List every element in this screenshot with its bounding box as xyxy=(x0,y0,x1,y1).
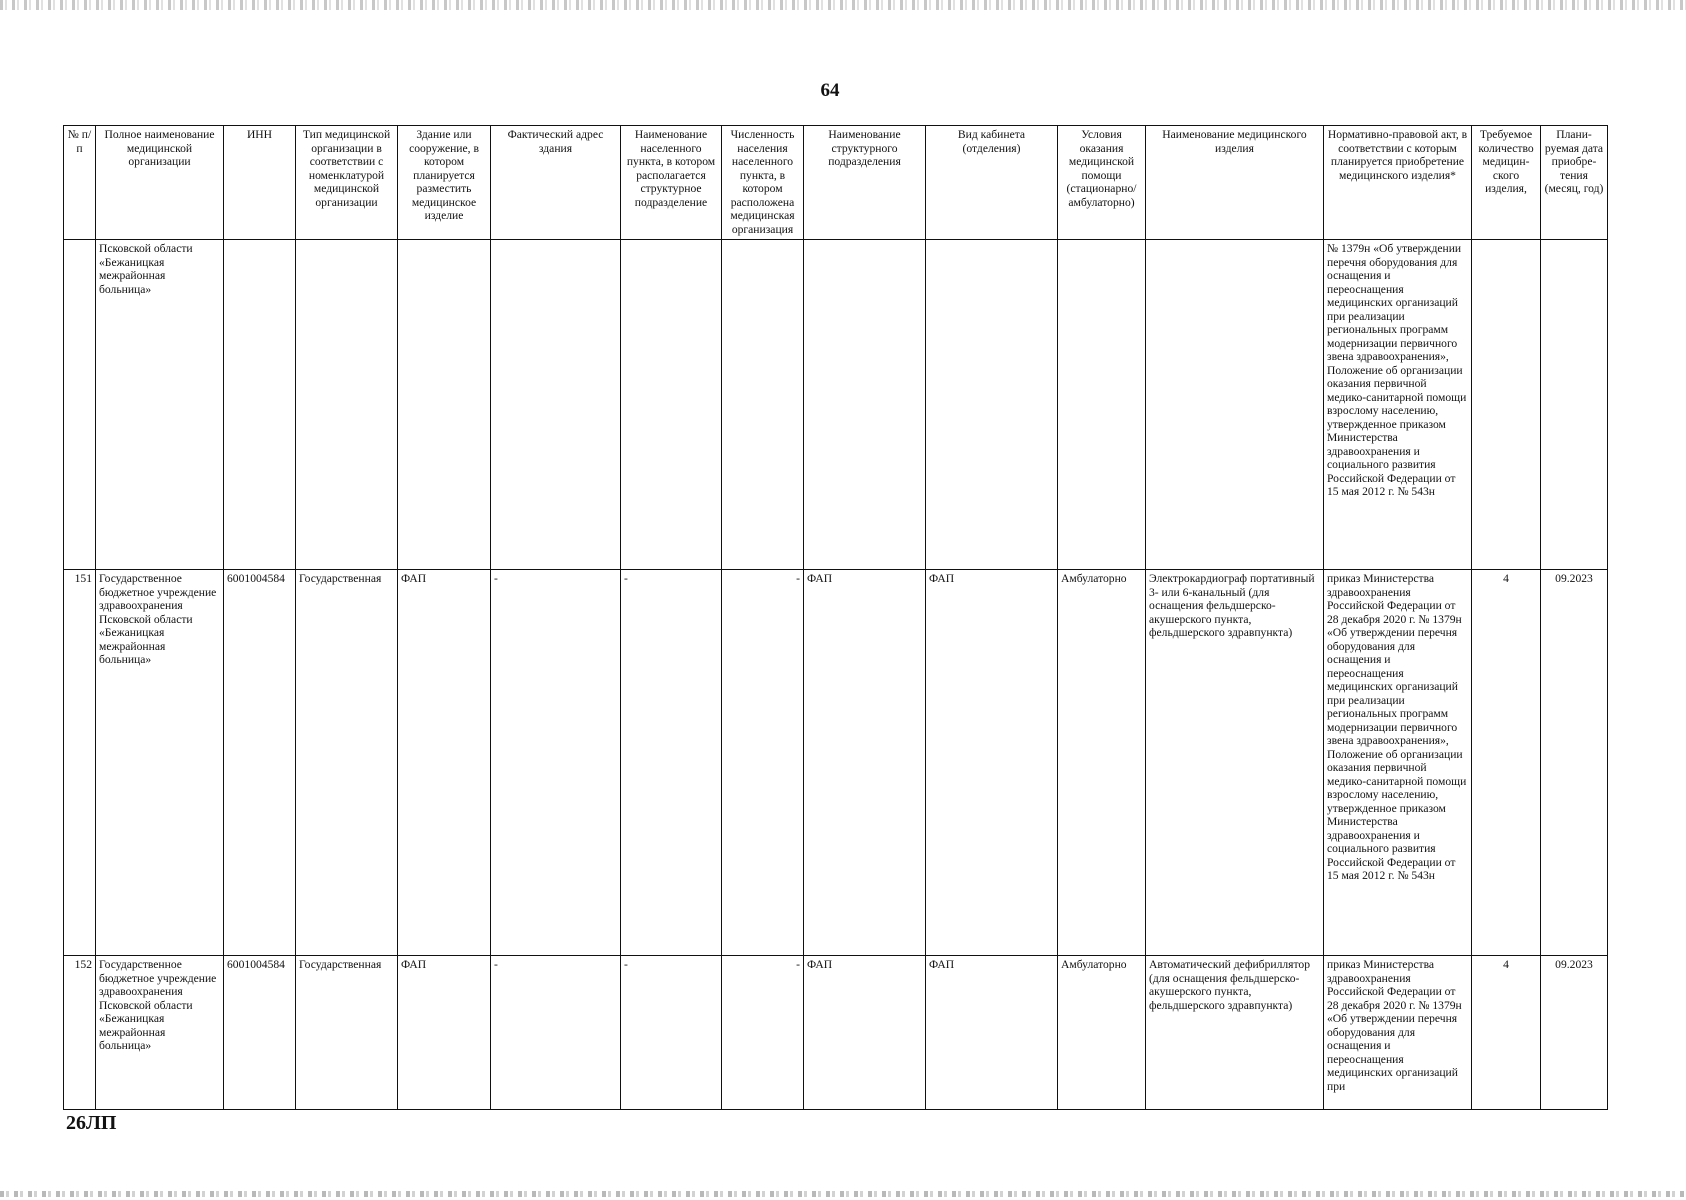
cell-org-type: Государственная xyxy=(296,570,398,956)
cell-cabinet: ФАП xyxy=(926,956,1058,1110)
cell-settlement: - xyxy=(621,956,722,1110)
page-number: 64 xyxy=(820,80,840,101)
cell-device: Электрокардиограф портативный 3- или 6-канальный (для оснащения фельдшерско-акушерского пункта, фельдшерского здравпункта) xyxy=(1146,570,1324,956)
cell-device: Автоматический дефибриллятор (для оснащения фельдшерско-акушерского пункта, фельдшерского здравпункта) xyxy=(1146,956,1324,1110)
cell-cabinet: ФАП xyxy=(926,570,1058,956)
cell-date: 09.2023 xyxy=(1541,570,1608,956)
col-header-legal-act: Нормативно-правовой акт, в соответствии с которым планируется приобретение медицинского изделия* xyxy=(1324,126,1472,240)
col-header-building: Здание или сооружение, в котором планируется разместить медицинское изделие xyxy=(398,126,491,240)
scan-artifact-bottom xyxy=(0,1191,1686,1197)
col-header-org-type: Тип медицинской организации в соответствии с номенклатурой медицинской организации xyxy=(296,126,398,240)
scan-artifact-top xyxy=(0,0,1686,10)
cell-conditions xyxy=(1058,240,1146,570)
cell-quantity xyxy=(1472,240,1541,570)
header-row xyxy=(64,126,1608,240)
col-header-organization: Полное наименование медицинской организации xyxy=(96,126,224,240)
cell-population: - xyxy=(722,956,804,1110)
medical-equipment-table xyxy=(63,125,1608,1110)
cell-legal-act: приказ Министерства здравоохранения Российской Федерации от 28 декабря 2020 г. № 1379н «Об утверждении перечня оборудования для оснащения и переоснащения медицинских организаций при xyxy=(1324,956,1472,1110)
col-header-subdivision: Наименование структурного подразделения xyxy=(804,126,926,240)
cell-organization: Государственное бюджетное учреждение здравоохранения Псковской области «Бежаницкая межрайонная больница» xyxy=(96,570,224,956)
cell-quantity: 4 xyxy=(1472,956,1541,1110)
table-row xyxy=(64,570,1608,956)
cell-device xyxy=(1146,240,1324,570)
cell-num xyxy=(64,240,96,570)
col-header-conditions: Условия оказания медицинской помощи (стационарно/ амбулаторно) xyxy=(1058,126,1146,240)
cell-org-type: Государственная xyxy=(296,956,398,1110)
document-code: 26ЛП xyxy=(66,1112,117,1134)
cell-date: 09.2023 xyxy=(1541,956,1608,1110)
cell-building: ФАП xyxy=(398,570,491,956)
table-row xyxy=(64,956,1608,1110)
cell-organization: Государственное бюджетное учреждение здравоохранения Псковской области «Бежаницкая межрайонная больница» xyxy=(96,956,224,1110)
cell-address xyxy=(491,240,621,570)
cell-settlement: - xyxy=(621,570,722,956)
cell-inn xyxy=(224,240,296,570)
cell-legal-act: приказ Министерства здравоохранения Российской Федерации от 28 декабря 2020 г. № 1379н «Об утверждении перечня оборудования для оснащения и переоснащения медицинских организаций при реализации региональных программ модернизации первичного звена здравоохранения», Положение об организации оказания первичной медико-санитарной помощи взрослому населению, утвержденное приказом Министерства здравоохранения и социального развития Российской Федерации от 15 мая 2012 г. № 543н xyxy=(1324,570,1472,956)
cell-address: - xyxy=(491,956,621,1110)
cell-inn: 6001004584 xyxy=(224,570,296,956)
cell-date xyxy=(1541,240,1608,570)
col-header-cabinet: Вид кабинета (отделения) xyxy=(926,126,1058,240)
cell-num: 151 xyxy=(64,570,96,956)
col-header-population: Численность населения населенного пункта, в котором расположена медицинская организация xyxy=(722,126,804,240)
col-header-quantity: Требуемое количество медицин-ского изделия, xyxy=(1472,126,1541,240)
cell-org-type xyxy=(296,240,398,570)
cell-organization: Псковской области «Бежаницкая межрайонная больница» xyxy=(96,240,224,570)
cell-subdivision: ФАП xyxy=(804,570,926,956)
col-header-inn: ИНН xyxy=(224,126,296,240)
cell-cabinet xyxy=(926,240,1058,570)
col-header-device: Наименование медицинского изделия xyxy=(1146,126,1324,240)
cell-population: - xyxy=(722,570,804,956)
col-header-date: Плани-руемая дата приобре-тения (месяц, год) xyxy=(1541,126,1608,240)
cell-quantity: 4 xyxy=(1472,570,1541,956)
cell-address: - xyxy=(491,570,621,956)
cell-building xyxy=(398,240,491,570)
cell-num: 152 xyxy=(64,956,96,1110)
table-row-continuation xyxy=(64,240,1608,570)
cell-building: ФАП xyxy=(398,956,491,1110)
cell-subdivision xyxy=(804,240,926,570)
col-header-settlement: Наименование населенного пункта, в котором располагается структурное подразделение xyxy=(621,126,722,240)
cell-conditions: Амбулаторно xyxy=(1058,956,1146,1110)
cell-population xyxy=(722,240,804,570)
cell-conditions: Амбулаторно xyxy=(1058,570,1146,956)
cell-subdivision: ФАП xyxy=(804,956,926,1110)
col-header-num: № п/п xyxy=(64,126,96,240)
cell-inn: 6001004584 xyxy=(224,956,296,1110)
col-header-address: Фактический адрес здания xyxy=(491,126,621,240)
cell-legal-act: № 1379н «Об утверждении перечня оборудования для оснащения и переоснащения медицинских организаций при реализации региональных программ модернизации первичного звена здравоохранения», Положение об организации оказания первичной медико-санитарной помощи взрослому населению, утвержденное приказом Министерства здравоохранения и социального развития Российской Федерации от 15 мая 2012 г. № 543н xyxy=(1324,240,1472,570)
cell-settlement xyxy=(621,240,722,570)
